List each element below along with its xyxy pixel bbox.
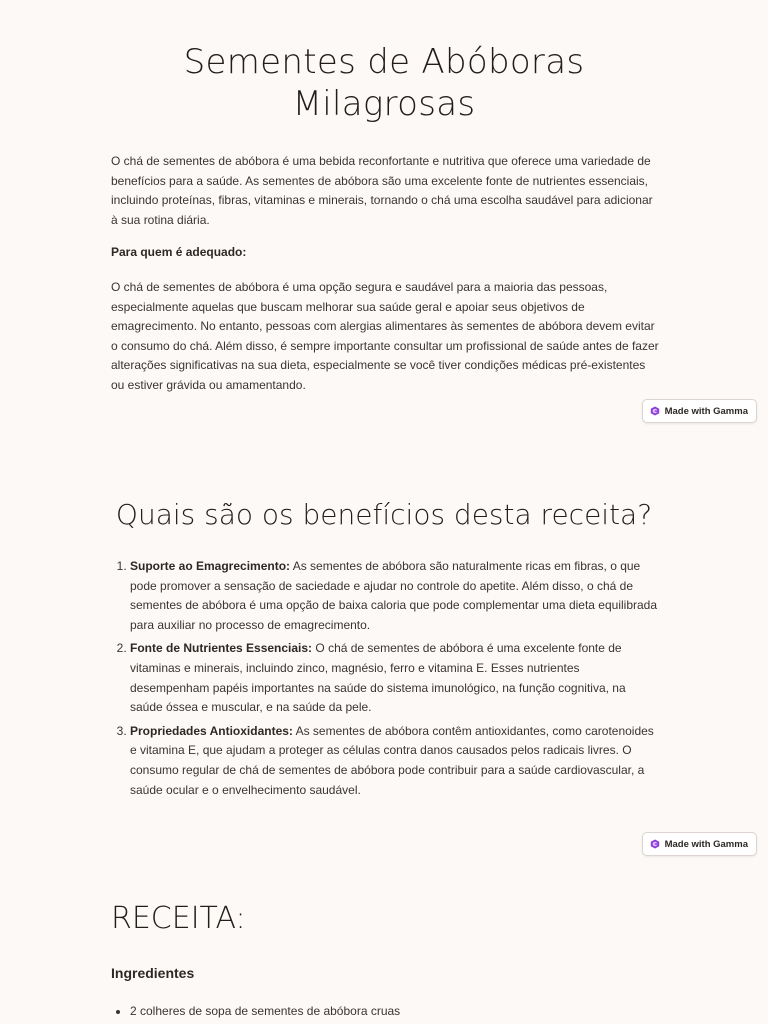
benefit-item — [130, 639, 659, 717]
suitability-heading: Para quem é adequado: — [111, 245, 247, 260]
made-with-gamma-badge[interactable] — [642, 399, 757, 423]
made-with-gamma-label: Made with Gamma — [664, 405, 748, 417]
benefit-label: Propriedades Antioxidantes: — [130, 723, 293, 738]
suitability-paragraph: O chá de sementes de abóbora é uma opção segura e saudável para a maioria das pessoas, especialmente aquelas que buscam melhorar sua saúde geral e apoiar seus objetivos de emagrecimento. No entanto, pessoas com alergias alimentares às sementes de abóbora devem evitar o consumo do chá. Além disso, é sempre importante consultar um profissional de saúde antes de fazer alterações significativas na sua dieta, especialmente se você tiver condições médicas pré-existentes ou estiver grávida ou amamentando. — [111, 279, 659, 392]
benefits-list — [111, 557, 659, 800]
intro-paragraph: O chá de sementes de abóbora é uma bebida reconfortante e nutritiva que oferece uma variedade de benefícios para a saúde. As sementes de abóbora são uma excelente fonte de nutrientes essenciais, incluindo proteínas, fibras, vitaminas e minerais, tornando o chá uma escolha saudável para adicionar à sua rotina diária. — [111, 154, 653, 227]
made-with-gamma-label: Made with Gamma — [664, 838, 748, 850]
benefit-text: O chá de sementes de abóbora é uma excelente fonte de vitaminas e minerais, incluindo zinco, magnésio, ferro e vitamina E. Esses nutrientes desempenham papéis importantes na saúde do sistema imunológico, na função cognitiva, na saúde óssea e muscular, e na saúde da pele. — [130, 641, 626, 715]
page-title-line1: Sementes de Abóboras — [183, 42, 585, 82]
benefit-text: As sementes de abóbora contêm antioxidantes, como carotenoides e vitamina E, que ajudam a proteger as células contra danos causados pelos radicais livres. O consumo regular de chá de sementes de abóbora pode contribuir para a saúde cardiovascular, a saúde ocular e o envelhecimento saudável. — [130, 723, 654, 797]
benefit-label: Suporte ao Emagrecimento: — [130, 559, 291, 573]
ingredients-list — [111, 1002, 659, 1022]
ingredients-heading: Ingredientes — [111, 965, 195, 981]
gamma-logo-icon — [650, 406, 660, 416]
gamma-logo-icon — [650, 839, 660, 849]
benefit-text: As sementes de abóbora são naturalmente ricas em fibras, o que pode promover a sensação de saciedade e ajudar no controle do apetite. Além disso, o chá de sementes de abóbora é uma opção de baixa caloria que pode complementar uma dieta equilibrada para auxiliar no processo de emagrecimento. — [130, 559, 658, 632]
benefit-item — [130, 557, 659, 635]
made-with-gamma-badge[interactable] — [642, 832, 757, 856]
benefit-label: Fonte de Nutrientes Essenciais: — [130, 641, 313, 656]
benefit-item — [130, 722, 659, 800]
page-title-line2: Milagrosas — [292, 84, 476, 124]
ingredient-item: • 2 colheres de sopa de sementes de abóbora cruas — [130, 1002, 659, 1022]
page-title — [0, 41, 768, 125]
recipe-title: RECEITA: — [111, 901, 246, 936]
benefits-title: Quais são os benefícios desta receita? — [115, 498, 653, 531]
